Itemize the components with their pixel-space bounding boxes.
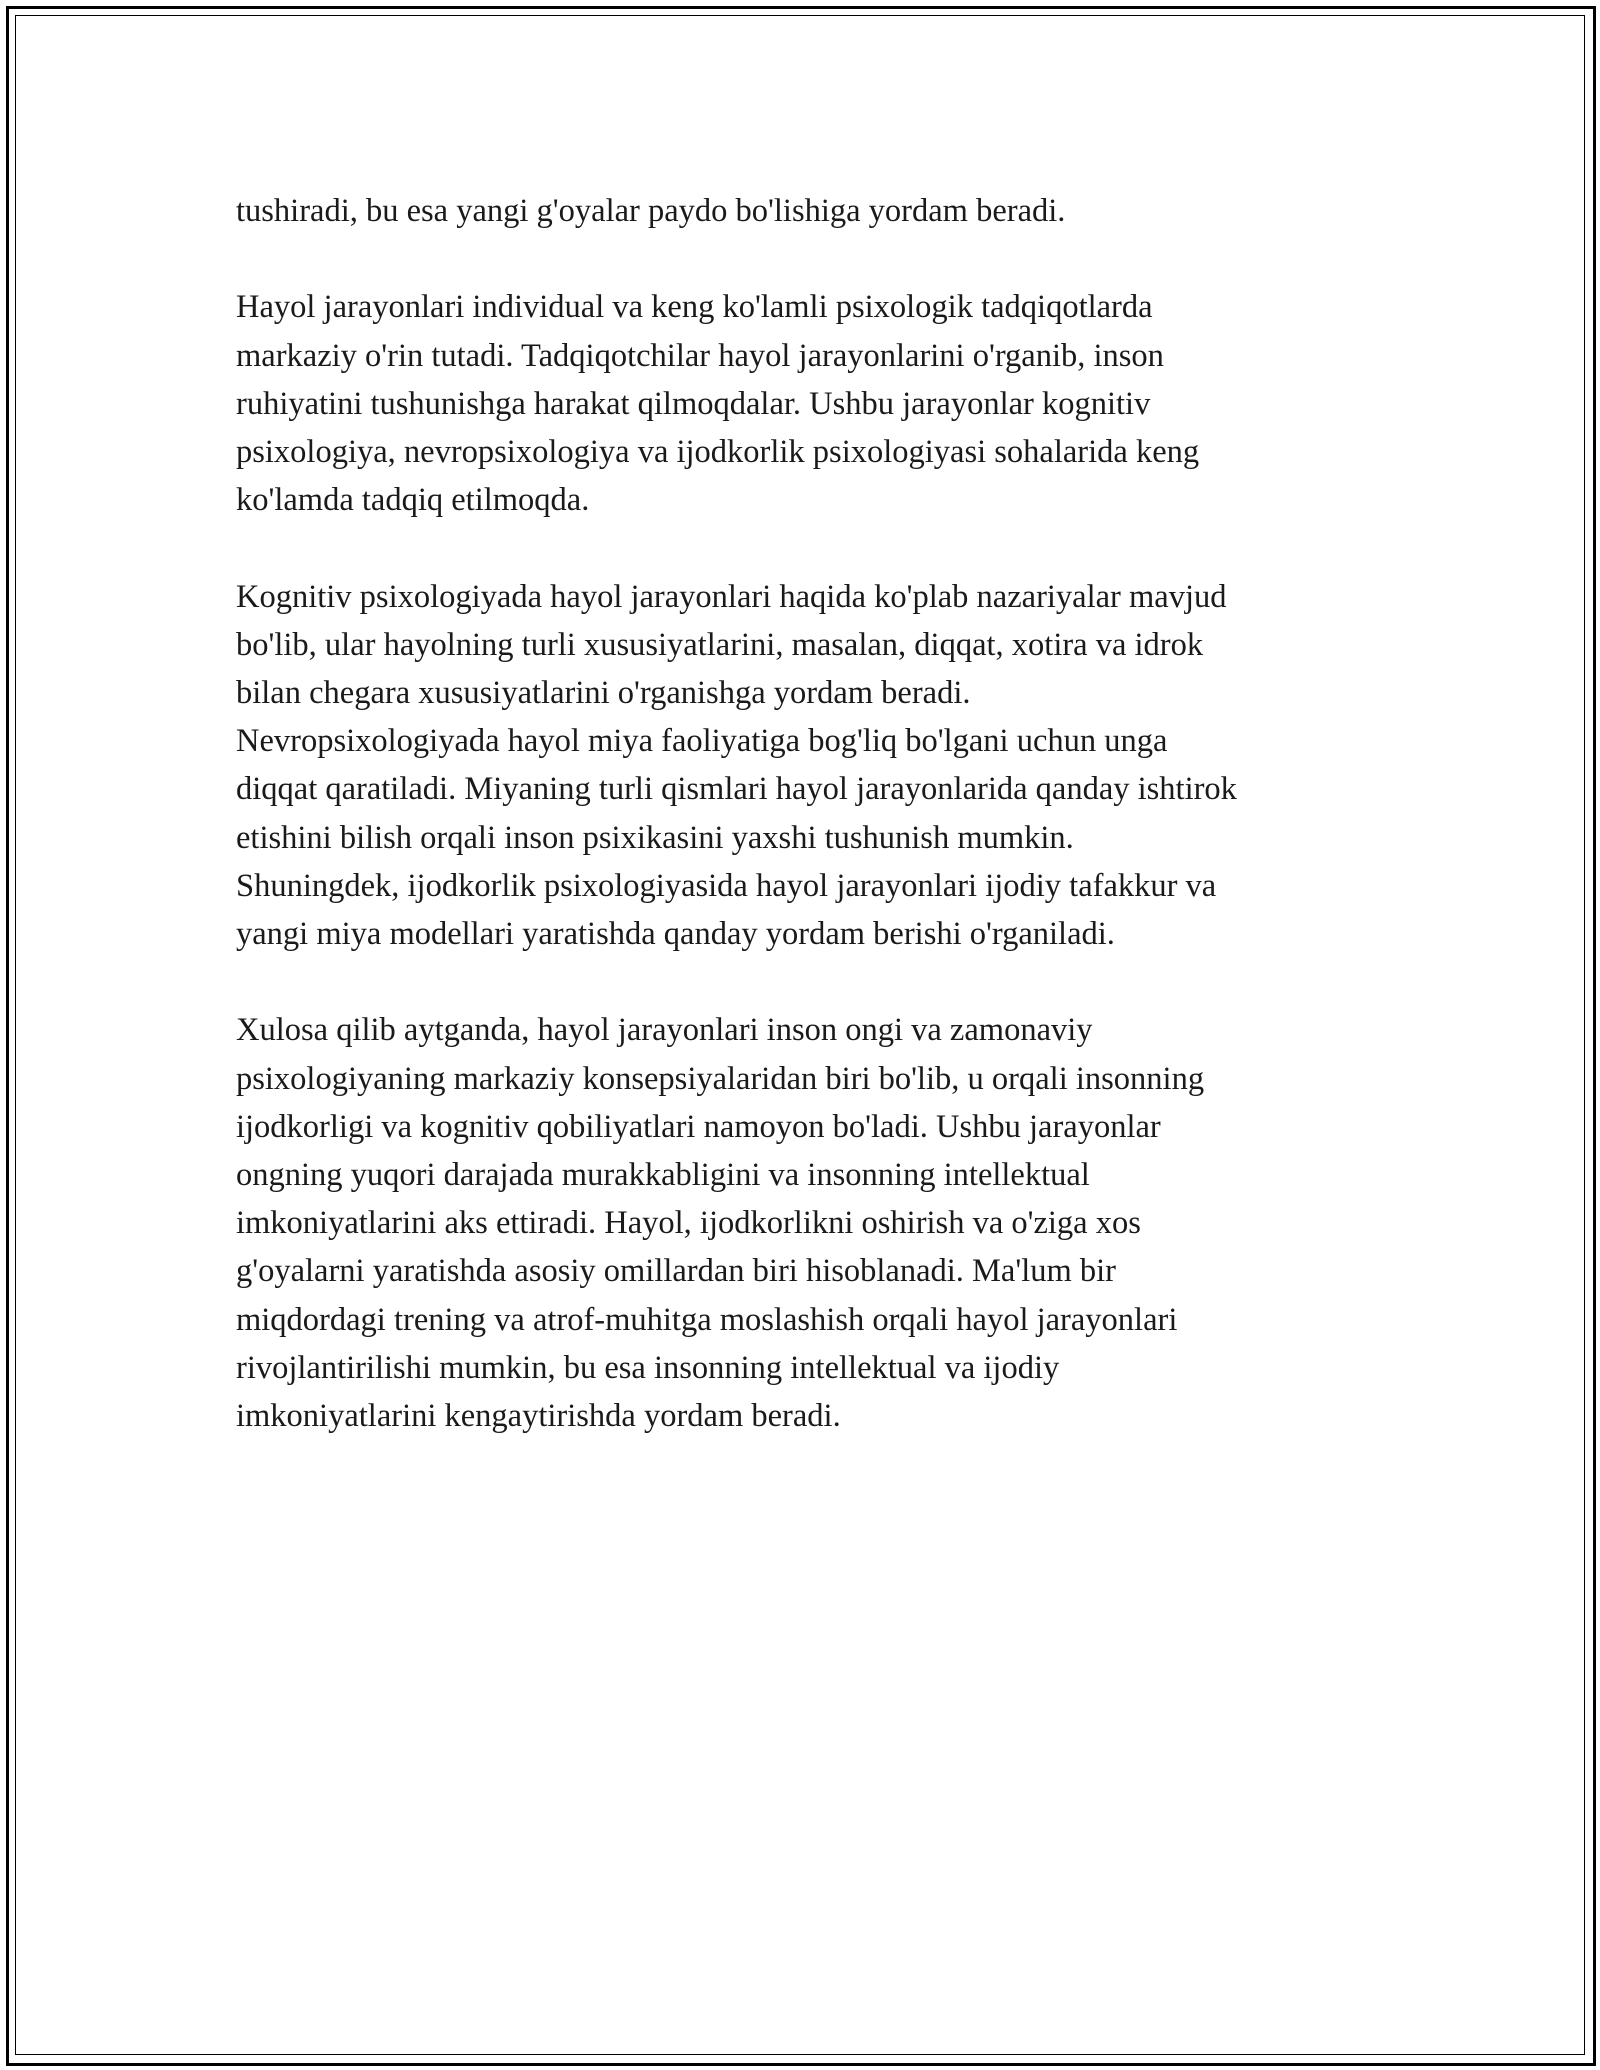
paragraph-line: Hayol jarayonlari individual va keng ko'lamli psixologik tadqiqotlarda [236, 289, 1153, 326]
paragraph-line: ongning yuqori darajada murakkabligini va insonning intellektual [236, 1157, 1090, 1194]
paragraph-2 [236, 283, 1396, 524]
paragraph-line: ruhiyatini tushunishga harakat qilmoqdalar. Ushbu jarayonlar kognitiv [236, 385, 1151, 422]
paragraph-line: etishini bilish orqali inson psixikasini yaxshi tushunish mumkin. [236, 819, 1074, 856]
paragraph-line: psixologiya, nevropsixologiya va ijodkorlik psixologiyasi sohalarida keng [236, 434, 1200, 470]
paragraph-line: Shuningdek, ijodkorlik psixologiyasida hayol jarayonlari ijodiy tafakkur va [236, 867, 1217, 904]
paragraph-line: bo'lib, ular hayolning turli xususiyatlarini, masalan, diqqat, xotira va idrok [236, 626, 1204, 663]
document-body [236, 187, 1396, 1488]
paragraph-3 [236, 573, 1396, 959]
paragraph-line: rivojlantirilishi mumkin, bu esa insonning intellektual va ijodiy [236, 1349, 1060, 1386]
paragraph-line: ijodkorligi va kognitiv qobiliyatlari namoyon bo'ladi. Ushbu jarayonlar [236, 1108, 1161, 1145]
paragraph-line: miqdordagi trening va atrof-muhitga moslashish orqali hayol jarayonlari [236, 1301, 1178, 1338]
paragraph-line: ko'lamda tadqiq etilmoqda. [236, 482, 590, 519]
paragraph-line: psixologiyaning markaziy konsepsiyalaridan biri bo'lib, u orqali insonning [236, 1060, 1205, 1097]
paragraph-1 [236, 187, 1396, 235]
paragraph-line: bilan chegara xususiyatlarini o'rganishga yordam beradi. [236, 675, 971, 711]
paragraph-line: yangi miya modellari yaratishda qanday yordam berishi o'rganiladi. [236, 916, 1115, 953]
paragraph-line: g'oyalarni yaratishda asosiy omillardan biri hisoblanadi. Ma'lum bir [236, 1253, 1116, 1290]
paragraph-line: Kognitiv psixologiyada hayol jarayonlari haqida ko'plab nazariyalar mavjud [236, 578, 1227, 615]
paragraph-line: Nevropsixologiyada hayol miya faoliyatiga bog'liq bo'lgani uchun unga [236, 723, 1168, 760]
paragraph-line: imkoniyatlarini kengaytirishda yordam beradi. [236, 1398, 841, 1435]
paragraph-line: diqqat qaratiladi. Miyaning turli qismlari hayol jarayonlarida qanday ishtirok [236, 771, 1237, 808]
paragraph-line: Xulosa qilib aytganda, hayol jarayonlari inson ongi va zamonaviy [236, 1012, 1093, 1049]
paragraph-line: markaziy o'rin tutadi. Tadqiqotchilar hayol jarayonlarini o'rganib, inson [236, 337, 1164, 374]
paragraph-line: tushiradi, bu esa yangi g'oyalar paydo bo'lishiga yordam beradi. [236, 193, 1066, 229]
paragraph-4 [236, 1006, 1396, 1440]
paragraph-line: imkoniyatlarini aks ettiradi. Hayol, ijodkorlikni oshirish va o'ziga xos [236, 1205, 1141, 1242]
